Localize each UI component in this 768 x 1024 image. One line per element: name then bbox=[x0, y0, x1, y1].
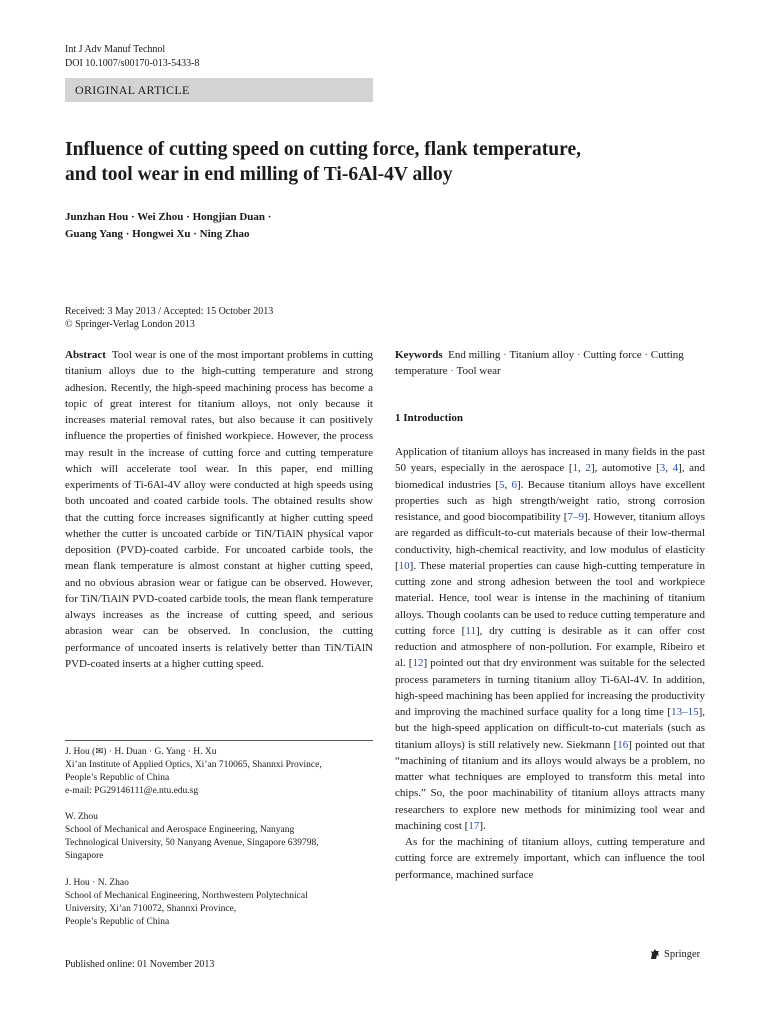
received-accepted-dates: Received: 3 May 2013 / Accepted: 15 October 2013 bbox=[65, 306, 274, 317]
article-type-banner bbox=[65, 78, 373, 102]
keywords: Keywords End milling · Titanium alloy · Cutting force · Cutting temperature · Tool wear bbox=[395, 349, 684, 378]
paragraph-text: ], dry cutting is desirable as it can offer cost reduction and atmosphere of non-pollution. For example, Ribeiro et al. [ bbox=[395, 624, 705, 670]
affiliation-line: School of Mechanical Engineering, Northwestern Polytechnical bbox=[65, 891, 308, 901]
citation-link[interactable]: 12 bbox=[412, 657, 424, 670]
affiliation-1 bbox=[65, 746, 385, 798]
citation-link[interactable]: 13–15 bbox=[671, 706, 699, 718]
section-heading-introduction: 1 Introduction bbox=[395, 412, 463, 424]
affiliation-divider bbox=[65, 740, 373, 741]
keyword[interactable]: Cutting temperature bbox=[395, 349, 684, 378]
affiliation-names: J. Hou · N. Zhao bbox=[65, 878, 129, 888]
paragraph-text: , bbox=[578, 462, 586, 475]
published-online-date: Published online: 01 November 2013 bbox=[65, 959, 215, 970]
authors-line-1[interactable]: Junzhan Hou · Wei Zhou · Hongjian Duan · bbox=[65, 211, 272, 223]
paragraph-text: ]. However, titanium alloys are regarded as difficult-to-cut materials because of their low-thermal conductivity, high-chemical reactivity, and low modulus of elasticity [ bbox=[395, 511, 705, 572]
citation-link[interactable]: 3 bbox=[659, 462, 666, 475]
title-line-2: and tool wear in end milling of Ti-6Al-4V alloy bbox=[65, 164, 453, 185]
affiliation-names: W. Zhou bbox=[65, 812, 98, 822]
affiliation-line: School of Mechanical and Aerospace Engineering, Nanyang bbox=[65, 825, 295, 835]
paragraph-text: ]. Because titanium alloys have excellent properties such as high strength/weight ratio, strong corrosion resistance, and good biocompatibility [ bbox=[395, 478, 706, 523]
introduction-paragraph-2: As for the machining of titanium alloys, cutting temperature and cutting force are extremely important, which can influence the tool performance, machined surface bbox=[395, 836, 705, 881]
affiliation-line: People’s Republic of China bbox=[65, 917, 170, 927]
introduction-paragraph-1 bbox=[395, 444, 705, 834]
article-title bbox=[65, 137, 705, 187]
article-type-label: ORIGINAL ARTICLE bbox=[75, 83, 190, 97]
keyword[interactable]: Titanium alloy bbox=[509, 349, 575, 361]
paragraph-text: , bbox=[504, 478, 512, 491]
citation-link[interactable]: 17 bbox=[468, 819, 480, 832]
paragraph-text: ] pointed out that dry environment was suitable for the selected process parameters in turning titanium alloy Ti-6Al-4V. In addition, high-speed machining has been applied for increasing the productivity and improving the machined surface quality for a long time [ bbox=[395, 657, 705, 718]
introduction-body bbox=[395, 444, 705, 883]
citation-link[interactable]: 6 bbox=[511, 478, 517, 491]
affiliation-line: Singapore bbox=[65, 851, 104, 861]
affiliation-2 bbox=[65, 811, 385, 863]
publisher-logo bbox=[649, 948, 700, 960]
citation-link[interactable]: 10 bbox=[398, 559, 410, 572]
journal-name: Int J Adv Manuf Technol bbox=[65, 44, 166, 55]
keyword[interactable]: Cutting force bbox=[583, 349, 642, 361]
paragraph-text: ], and biomedical industries [ bbox=[395, 462, 705, 491]
citation-link[interactable]: 11 bbox=[465, 624, 476, 637]
copyright-notice: © Springer-Verlag London 2013 bbox=[65, 319, 195, 330]
title-line-1: Influence of cutting speed on cutting force, flank temperature, bbox=[65, 139, 581, 160]
affiliation-3 bbox=[65, 877, 385, 929]
paragraph-text: ]. These material properties can cause high-cutting temperature in cutting zone and strong adhesion between the tool and workpiece material. Hence, tool wear is intense in the machining of titanium alloys. Though coolants can be used to reduce cutting temperature and cutting force [ bbox=[395, 559, 705, 637]
publisher-name: Springer bbox=[664, 948, 701, 960]
affiliation-names: J. Hou (✉) · H. Duan · G. Yang · H. Xu bbox=[65, 747, 217, 757]
abstract-label: Abstract bbox=[65, 349, 106, 361]
paragraph-text: , bbox=[665, 462, 673, 475]
abstract-text: Tool wear is one of the most important problems in cutting titanium alloys due to the high-cutting temperature and strong adhesion. Recently, the high-speed machining process has become a topic of great interest for titanium alloys, not only because it increases material removal rates, but also because it can positively influence the properties of finished workpiece. However, the process may result in the increase of cutting force and cutting temperature which will accelerate tool wear. In this paper, end milling experiments of Ti-6Al-4V alloy were conducted at high speeds using both uncoated and coated carbide tools. The obtained results show that the cutting force increases significantly at higher cutting speed whether the cutter is uncoated carbide or TiN/TiAlN physical vapor deposition (PVD)-coated carbide. For uncoated carbide tools, the mean flank temperature is almost constant at higher cutting speed, and no obvious abrasion wear or fatigue can be observed. However, for TiN/TiAlN PVD-coated carbide tools, the mean flank temperature always increases as the increase of cutting speed, and serious abrasion wear can be observed. In conclusion, the cutting performance of uncoated inserts is relatively better than TiN/TiAlN PVD-coated inserts at a higher cutting speed. bbox=[65, 349, 373, 670]
affiliation-line: University, Xi’an 710072, Shannxi Province, bbox=[65, 904, 237, 914]
paragraph-text: Application of titanium alloys has increased in many fields in the past 50 years, especially in the aerospace [ bbox=[395, 446, 705, 475]
citation-link[interactable]: 5 bbox=[498, 478, 505, 491]
citation-link[interactable]: 4 bbox=[672, 462, 679, 475]
citation-link[interactable]: 1 bbox=[572, 462, 579, 475]
authors-line-2[interactable]: Guang Yang · Hongwei Xu · Ning Zhao bbox=[65, 228, 250, 240]
keyword[interactable]: Tool wear bbox=[456, 365, 501, 378]
doi[interactable]: DOI 10.1007/s00170-013-5433-8 bbox=[65, 58, 200, 69]
springer-horse-icon bbox=[649, 948, 661, 960]
paragraph-text: ]. bbox=[479, 819, 486, 832]
affiliation-line: People’s Republic of China bbox=[65, 773, 170, 783]
citation-link[interactable]: 2 bbox=[585, 462, 591, 475]
citation-link[interactable]: 16 bbox=[617, 738, 629, 751]
affiliation-email[interactable]: e-mail: PG29146111@e.ntu.edu.sg bbox=[65, 786, 199, 796]
keywords-label: Keywords bbox=[395, 349, 443, 361]
paragraph-text: ], but the high-speed application on difficult-to-cut materials (such as titanium alloys) is still relatively new. Siekmann [ bbox=[395, 706, 705, 751]
paragraph-text: ], automotive [ bbox=[590, 462, 660, 475]
paragraph-text: ] pointed out that “machining of titanium and its alloys would always be a problem, no matter what techniques are employed to transform this metal into chips.” So, the poor machinability of titanium alloys attracts many researchers to explore new methods for minimizing tool wear and machining cost [ bbox=[395, 738, 705, 832]
affiliation-line: Xi’an Institute of Applied Optics, Xi’an 710065, Shannxi Province, bbox=[65, 760, 322, 770]
keyword[interactable]: End milling bbox=[448, 349, 501, 361]
affiliation-line: Technological University, 50 Nanyang Avenue, Singapore 639798, bbox=[65, 838, 319, 848]
abstract bbox=[65, 347, 373, 672]
citation-link[interactable]: 7–9 bbox=[567, 511, 584, 523]
